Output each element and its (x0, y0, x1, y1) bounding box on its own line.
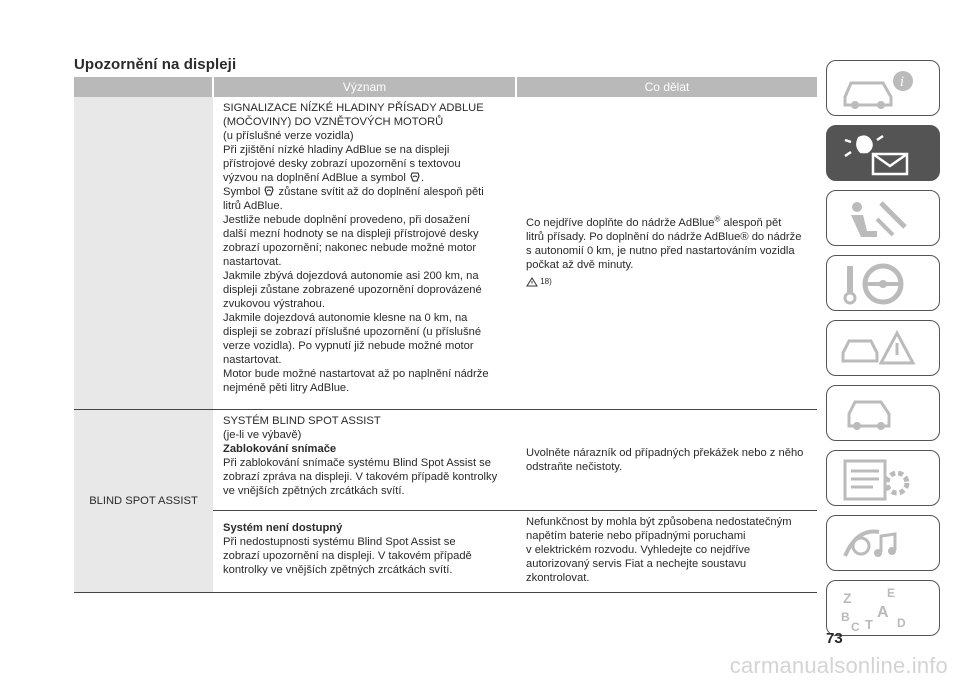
text-line: autorizovaný servis Fiat a nechejte soustavu (526, 557, 747, 570)
document-settings-icon (837, 457, 927, 501)
tab-emergency[interactable] (826, 320, 940, 376)
text-line: Jakmile zbývá dojezdová autonomie asi 200 km, na (223, 270, 479, 282)
row-label-adblue (74, 97, 213, 409)
text-fragment: Symbol (223, 186, 261, 198)
subheading: Zablokování snímače (223, 442, 337, 455)
tab-technical-data[interactable] (826, 450, 940, 506)
meaning-cell-blocked (213, 409, 516, 510)
table-header-row (74, 77, 817, 97)
tab-starting-driving[interactable] (826, 255, 940, 311)
text-line: Při zablokování snímače systému Blind Spot Assist se (223, 456, 491, 469)
adblue-symbol-icon (263, 185, 275, 197)
text-line: (je-li ve výbavě) (223, 428, 302, 441)
text-line: displeji zůstane zobrazené upozornění doprovázené (223, 284, 482, 296)
tab-multimedia[interactable] (826, 515, 940, 571)
text-line: zobrazí upozornění; nakonec nebude možné motor (223, 242, 477, 254)
tab-index[interactable] (826, 580, 940, 636)
text-line: Nefunkčnost by mohla být způsobena nedostatečným (526, 515, 792, 528)
text-fragment: alespoň pět (720, 217, 782, 230)
text-line (526, 216, 811, 230)
text-line: s autonomií 0 km, je nutno před nastartováním vozidla (526, 245, 795, 258)
action-cell-adblue (516, 97, 817, 409)
index-letter: D (897, 616, 906, 630)
text-line: SYSTÉM BLIND SPOT ASSIST (223, 414, 381, 427)
key-steering-wheel-icon (837, 262, 927, 306)
index-letter: Z (843, 590, 852, 606)
tab-instrument-panel[interactable] (826, 125, 940, 181)
tab-maintenance[interactable] (826, 385, 940, 441)
table-row-blind-spot-blocked (74, 409, 817, 510)
adblue-symbol-icon (409, 171, 421, 183)
action-cell-unavailable (516, 510, 817, 592)
svg-text:i: i (900, 75, 905, 90)
table-row-adblue (74, 97, 817, 409)
text-line: v elektrickém rozvodu. Vyhledejte co nejdříve (526, 543, 751, 556)
text-line: Motor bude možné nastartovat až po naplnění nádrže (223, 368, 489, 380)
index-letter: T (865, 617, 873, 631)
text-line: Jestliže nebude doplnění provedeno, při dosažení (223, 214, 470, 226)
text-line: SIGNALIZACE NÍZKÉ HLADINY PŘÍSADY ADBLUE (223, 102, 484, 114)
tab-safety[interactable] (826, 190, 940, 246)
meaning-cell-unavailable (213, 510, 516, 592)
text-line: Uvolněte nárazník od případných překážek nebo z něho (526, 446, 804, 459)
text-line: napětím baterie nebo případnými poruchami (526, 529, 746, 542)
text-line: zvukovou výstrahou. (223, 298, 325, 310)
text-line: přístrojové desky zobrazí upozornění s textovou (223, 158, 461, 170)
registered-mark: ® (714, 214, 721, 224)
text-line: displeji se zobrazí příslušné upozornění (u příslušné (223, 326, 482, 338)
text-line: zobrazí upozornění na displeji. V takovém případě (223, 549, 472, 562)
watermark: carmanualsonline.info (729, 653, 948, 678)
car-service-icon (837, 392, 927, 436)
meaning-cell-adblue (213, 97, 516, 409)
messages-table (74, 77, 817, 593)
warning-reference (526, 275, 811, 289)
navigation-music-icon (837, 522, 927, 566)
car-crash-warning-icon (837, 327, 927, 371)
text-line: verze vozidla). Po vypnutí již nebude možné motor (223, 340, 474, 352)
subheading: Systém není dostupný (223, 521, 343, 534)
car-info-icon (837, 67, 927, 111)
text-line: zobrazí zpráva na displeji. V takovém případě kontrolky (223, 470, 498, 483)
row-label-blind-spot: BLIND SPOT ASSIST (74, 409, 213, 592)
text-line: (u příslušné verze vozidla) (223, 130, 354, 142)
text-line-with-symbol (223, 171, 510, 185)
index-letter: E (887, 587, 896, 600)
text-line: (MOČOVINY) DO VZNĚTOVÝCH MOTORŮ (223, 116, 444, 128)
warning-triangle-icon (526, 277, 538, 287)
alphabet-index-icon (837, 587, 927, 631)
column-header-meaning: Význam (213, 77, 516, 97)
text-line: litrů přísady. Po doplnění do nádrže AdBlue® do nádrže (526, 231, 802, 244)
seat-airbag-icon (837, 197, 927, 241)
text-fragment: . (420, 172, 425, 184)
warning-reference-number: 18) (540, 277, 552, 287)
text-fragment: výzvou na doplnění AdBlue a symbol (223, 172, 406, 184)
action-cell-blocked (516, 409, 817, 510)
text-line: nastartovat. (223, 256, 282, 268)
warning-light-envelope-icon (837, 132, 927, 176)
column-header-action: Co dělat (516, 77, 817, 97)
text-line: zkontrolovat. (526, 571, 590, 584)
text-line: další mezní hodnoty se na displeji přístrojové desky (223, 228, 479, 240)
text-line: Jakmile dojezdová autonomie klesne na 0 km, na (223, 312, 468, 324)
text-line: nastartovat. (223, 354, 282, 366)
index-letter: B (841, 610, 850, 624)
index-letter: A (877, 604, 889, 621)
text-line: kontrolky ve vnějších zpětných zrcátkách svítí. (223, 563, 453, 576)
text-line: odstraňte nečistoty. (526, 460, 623, 473)
text-line: nejméně pěti litry AdBlue. (223, 382, 350, 394)
text-fragment: Co nejdříve doplňte do nádrže AdBlue (526, 217, 715, 230)
text-line-with-symbol (223, 185, 510, 199)
text-line: Při nedostupnosti systému Blind Spot Assist se (223, 535, 456, 548)
page-number: 73 (826, 630, 843, 647)
text-line: litrů AdBlue. (223, 200, 283, 212)
index-letter: C (851, 620, 860, 631)
page-title: Upozornění na displeji (74, 56, 237, 73)
text-line: ve vnějších zpětných zrcátkách svítí. (223, 484, 405, 497)
text-line: počkat až dvě minuty. (526, 259, 634, 272)
text-fragment: zůstane svítit až do doplnění alespoň pěti (278, 186, 484, 198)
text-line: Při zjištění nízké hladiny AdBlue se na displeji (223, 144, 450, 156)
tab-knowing-the-car[interactable] (826, 60, 940, 116)
column-header-blank (74, 77, 213, 97)
